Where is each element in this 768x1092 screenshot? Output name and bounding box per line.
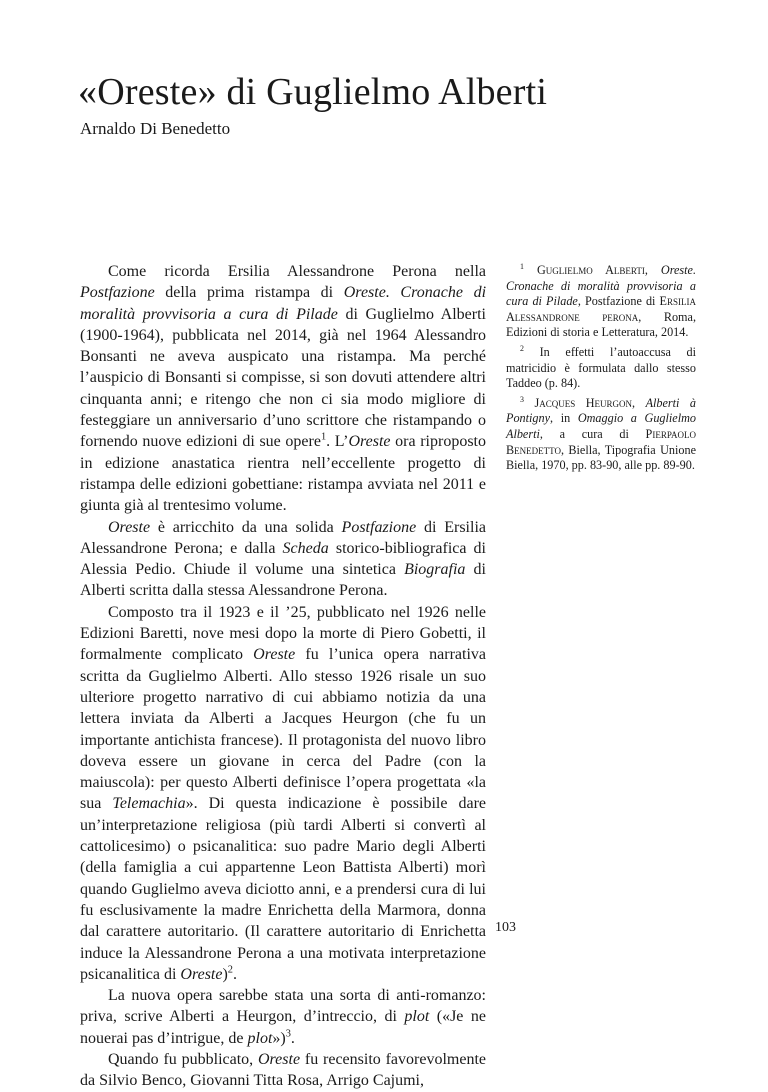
footnote-2: $^2$ In effetti l’autoaccusa di matricidio è formulata dallo stesso Taddeo (p. 84). [506,343,696,391]
footnote-number: 2 [520,343,524,353]
paragraph-5: Quando fu pubblicato, Oreste fu recensito favorevolmente da Silvio Benco, Giovanni Titta Rosa, Arrigo Cajumi, [80,1050,486,1090]
footnotes [506,263,696,478]
footnote-number: 1 [520,261,524,271]
page-number: 103 [495,920,516,935]
footnote-3: $^3$ Jacques Heurgon, Alberti à Pontigny, in Omaggio a Guglielmo Alberti, a cura di Pierpaolo Benedetto, Biella, Tipografia Unione Biella, 1970, pp. 83-90, alle pp. 89-90. [506,394,696,473]
footnote-number: 3 [520,394,524,404]
paragraph-4: La nuova opera sarebbe stata una sorta di anti-romanzo: priva, scrive Alberti a Heurgon, d’intreccio, di plot («Je ne nouerai pas d’intrigue, de plot»)$^3$. [80,987,486,1047]
paragraph-3: Composto tra il 1923 e il ’25, pubblicato nel 1926 nelle Edizioni Baretti, nove mesi dopo la morte di Piero Gobetti, il formalmente complicato Oreste fu l’unica opera narrativa scritta da Guglielmo Alberti. Allo stesso 1926 risale un suo ulteriore progetto narrativo di cui abbiamo notizia da una lettera inviata da Alberti a Jacques Heurgon (che fu un importante antichista francese). Il protagonista del nuovo libro doveva essere un giovane in cerca del Padre (con la maiuscola): per questo Alberti definisce l’opera progettata «la sua Telemachia». Di questa indicazione è possibile dare un’interpretazione religiosa (più tardi Alberti si convertì al cattolicesimo) o psicanalitica: suo padre Mario degli Alberti (della famiglia a cui appartenne Leon Battista Alberti) morì quando Guglielmo aveva diciotto anni, e a prendersi cura di lui fu esclusivamente la madre Enrichetta della Marmora, donna dal carattere autoritario. (Il carattere autoritario di Enrichetta induce la Alessandrone Perona a una motivata interpretazione psicanalitica di Oreste)$^2$. [80,603,487,983]
footnote-1: $^1$ Guglielmo Alberti, Oreste. Cronache di moralità provvisoria a cura di Pilade, Postfazione di Ersilia Alessandrone perona, Roma, Edizioni di storia e Letteratura, 2014. [506,261,696,340]
footnote-ref-2[interactable]: 2 [227,964,233,976]
article-title: «Oreste» di Guglielmo Alberti [78,71,548,113]
footnote-ref-1[interactable]: 1 [320,432,327,444]
paragraph-1: Come ricorda Ersilia Alessandrone Perona nella Postfazione della prima ristampa di Oreste. Cronache di moralità provvisoria a cura di Pilade di Guglielmo Alberti (1900-1964), pubblicata nel 2014, già nel 1964 Alessandro Bonsanti ne aveva auspicato una ristampa. Ma perché l’auspicio di Bonsanti si compisse, si son dovuti attendere altri cinquanta anni; e ritengo che non ci sia modo migliore di festeggiare un anniversario d’uno scrittore che ristampando o fornendo nuove edizioni di sue opere$^1$. L’Oreste ora riproposto in edizione anastatica rientra nell’eccellente progetto di ristampa delle edizioni gobettiane: ristampa avviata nel 2011 e giunta già al trentesimo volume. [80,263,487,515]
paragraph-2: Oreste è arricchito da una solida Postfazione di Ersilia Alessandrone Perona; e dalla Scheda storico-bibliografica di Alessia Pedio. Chiude il volume una sintetica Biografia di Alberti scritta dalla stessa Alessandrone Perona. [80,518,487,600]
article-author: Arnaldo Di Benedetto [80,119,231,138]
footnote-ref-3[interactable]: 3 [285,1028,291,1040]
main-text [80,261,486,1092]
